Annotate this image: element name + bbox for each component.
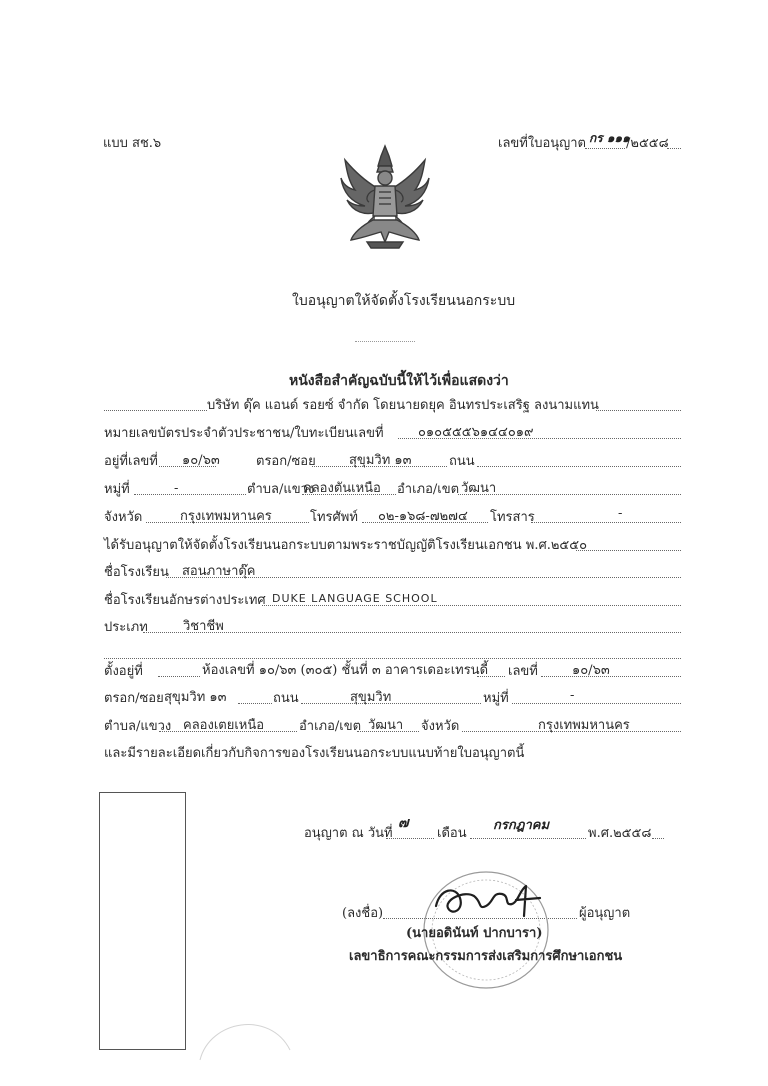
approval-day-dots	[386, 838, 434, 839]
location-no-dots	[541, 676, 681, 677]
loc-moo-label: หมู่ที่	[483, 691, 509, 706]
loc-road-value: สุขุมวิท	[350, 690, 392, 705]
blank-dots	[104, 658, 681, 659]
location-dots	[158, 676, 200, 677]
loc-road-label: ถนน	[273, 691, 299, 706]
phone-label: โทรศัพท์	[310, 510, 358, 525]
loc-tambon-value: คลองเตยเหนือ	[183, 718, 265, 733]
amphoe-value: วัฒนา	[461, 481, 497, 496]
moo-dots	[134, 494, 246, 495]
permission-dots	[576, 550, 681, 551]
loc-moo-value: -	[570, 688, 575, 703]
loc-province-value: กรุงเทพมหานคร	[538, 718, 630, 733]
document-subtitle: หนังสือสำคัญฉบับนี้ให้ไว้เพื่อแสดงว่า	[289, 373, 509, 389]
faint-stamp-mark	[190, 1000, 300, 1070]
loc-soi-value: สุขุมวิท ๑๓	[164, 690, 227, 705]
approval-date-label: อนุญาต ณ วันที่	[304, 826, 393, 841]
loc-soi-dots	[238, 703, 272, 704]
loc-province-label: จังหวัด	[421, 719, 460, 734]
sign-label: (ลงชื่อ)	[342, 906, 384, 921]
approval-month-label: เดือน	[437, 826, 467, 841]
fax-dots	[531, 522, 681, 523]
id-value: ๐๑๐๕๕๕๖๑๔๔๐๑๙	[418, 425, 534, 440]
licensee-value: บริษัท ดุ๊ค แอนด์ รอยซ์ จำกัด โดยนายดยุค อินทรประเสริฐ ลงนามแทน	[207, 398, 599, 413]
school-name-foreign-value: DUKE LANGUAGE SCHOOL	[272, 592, 438, 605]
form-code: แบบ สช.๖	[103, 136, 162, 151]
phone-value: ๐๒-๑๖๘-๗๒๗๔	[378, 509, 468, 524]
approval-month-dots	[470, 838, 586, 839]
title-divider	[355, 341, 415, 342]
signer-name: (นายอดินันท์ ปากบารา)	[406, 926, 543, 941]
road-dots	[477, 466, 681, 467]
license-number-value: กร ๑๑๑	[589, 131, 630, 145]
amphoe-label: อำเภอ/เขต	[397, 482, 460, 497]
location-room: ห้องเลขที่ ๑๐/๖๓ (๓๐๕) ชั้นที่ ๓ อาคารเดอะเทรนดี้	[202, 663, 489, 678]
license-number-label: เลขที่ใบอนุญาต	[498, 136, 586, 151]
school-name-value: สอนภาษาดุ๊ค	[182, 564, 256, 579]
moo-value: -	[174, 481, 179, 496]
garuda-emblem	[337, 142, 433, 252]
type-label: ประเภท	[104, 620, 148, 635]
approval-year: พ.ศ.๒๕๕๘	[588, 826, 652, 841]
document-title: ใบอนุญาตให้จัดตั้งโรงเรียนนอกระบบ	[292, 293, 516, 309]
school-name-foreign-label: ชื่อโรงเรียนอักษรต่างประเทศ	[104, 593, 266, 608]
loc-amphoe-value: วัฒนา	[368, 718, 404, 733]
approval-day-value: ๗	[398, 815, 409, 831]
location-no-value: ๑๐/๖๓	[572, 663, 610, 678]
location-label: ตั้งอยู่ที่	[104, 664, 143, 679]
location-no-label: เลขที่	[508, 664, 538, 679]
handwritten-signature	[430, 876, 545, 922]
tambon-value: คลองตันเหนือ	[303, 481, 381, 496]
license-year: /๒๕๕๘	[626, 136, 669, 151]
fax-label: โทรสาร	[490, 510, 535, 525]
permission-text: ได้รับอนุญาตให้จัดตั้งโรงเรียนนอกระบบตามพระราชบัญญัติโรงเรียนเอกชน พ.ศ.๒๕๕๐	[104, 538, 588, 553]
approval-month-value: กรกฎาคม	[493, 818, 550, 833]
moo-label: หมู่ที่	[104, 482, 130, 497]
signer-title: เลขาธิการคณะกรรมการส่งเสริมการศึกษาเอกชน	[349, 949, 623, 964]
location-room-dots	[477, 676, 505, 677]
licensee-dots-left	[104, 410, 207, 411]
school-name-label: ชื่อโรงเรียน	[104, 565, 169, 580]
road-label: ถนน	[449, 454, 475, 469]
province-label: จังหวัด	[104, 510, 143, 525]
authority-label: ผู้อนุญาต	[579, 906, 631, 921]
details-text: และมีรายละเอียดเกี่ยวกับกิจการของโรงเรียนนอกระบบแนบท้ายใบอนุญาตนี้	[104, 746, 525, 761]
approval-year-dots	[652, 838, 664, 839]
loc-soi-label: ตรอก/ซอย	[104, 691, 164, 706]
fax-value: -	[618, 506, 623, 521]
addr-no-value: ๑๐/๖๓	[182, 453, 220, 468]
type-value: วิชาชีพ	[183, 619, 224, 634]
loc-moo-dots	[512, 703, 681, 704]
id-label: หมายเลขบัตรประจำตัวประชาชน/ใบทะเบียนเลขที่	[104, 426, 384, 441]
tambon-label: ตำบล/แขวง	[247, 482, 315, 497]
addr-no-label: อยู่ที่เลขที่	[104, 454, 158, 469]
licensee-dots-right	[596, 410, 681, 411]
province-value: กรุงเทพมหานคร	[180, 509, 272, 524]
license-year-dots	[667, 148, 681, 149]
license-number-dots	[585, 148, 625, 149]
photo-box	[99, 792, 186, 1050]
soi-value: สุขุมวิท ๑๓	[349, 453, 412, 468]
soi-label: ตรอก/ซอย	[256, 454, 316, 469]
loc-amphoe-label: อำเภอ/เขต	[299, 719, 362, 734]
loc-tambon-label: ตำบล/แขวง	[104, 719, 172, 734]
